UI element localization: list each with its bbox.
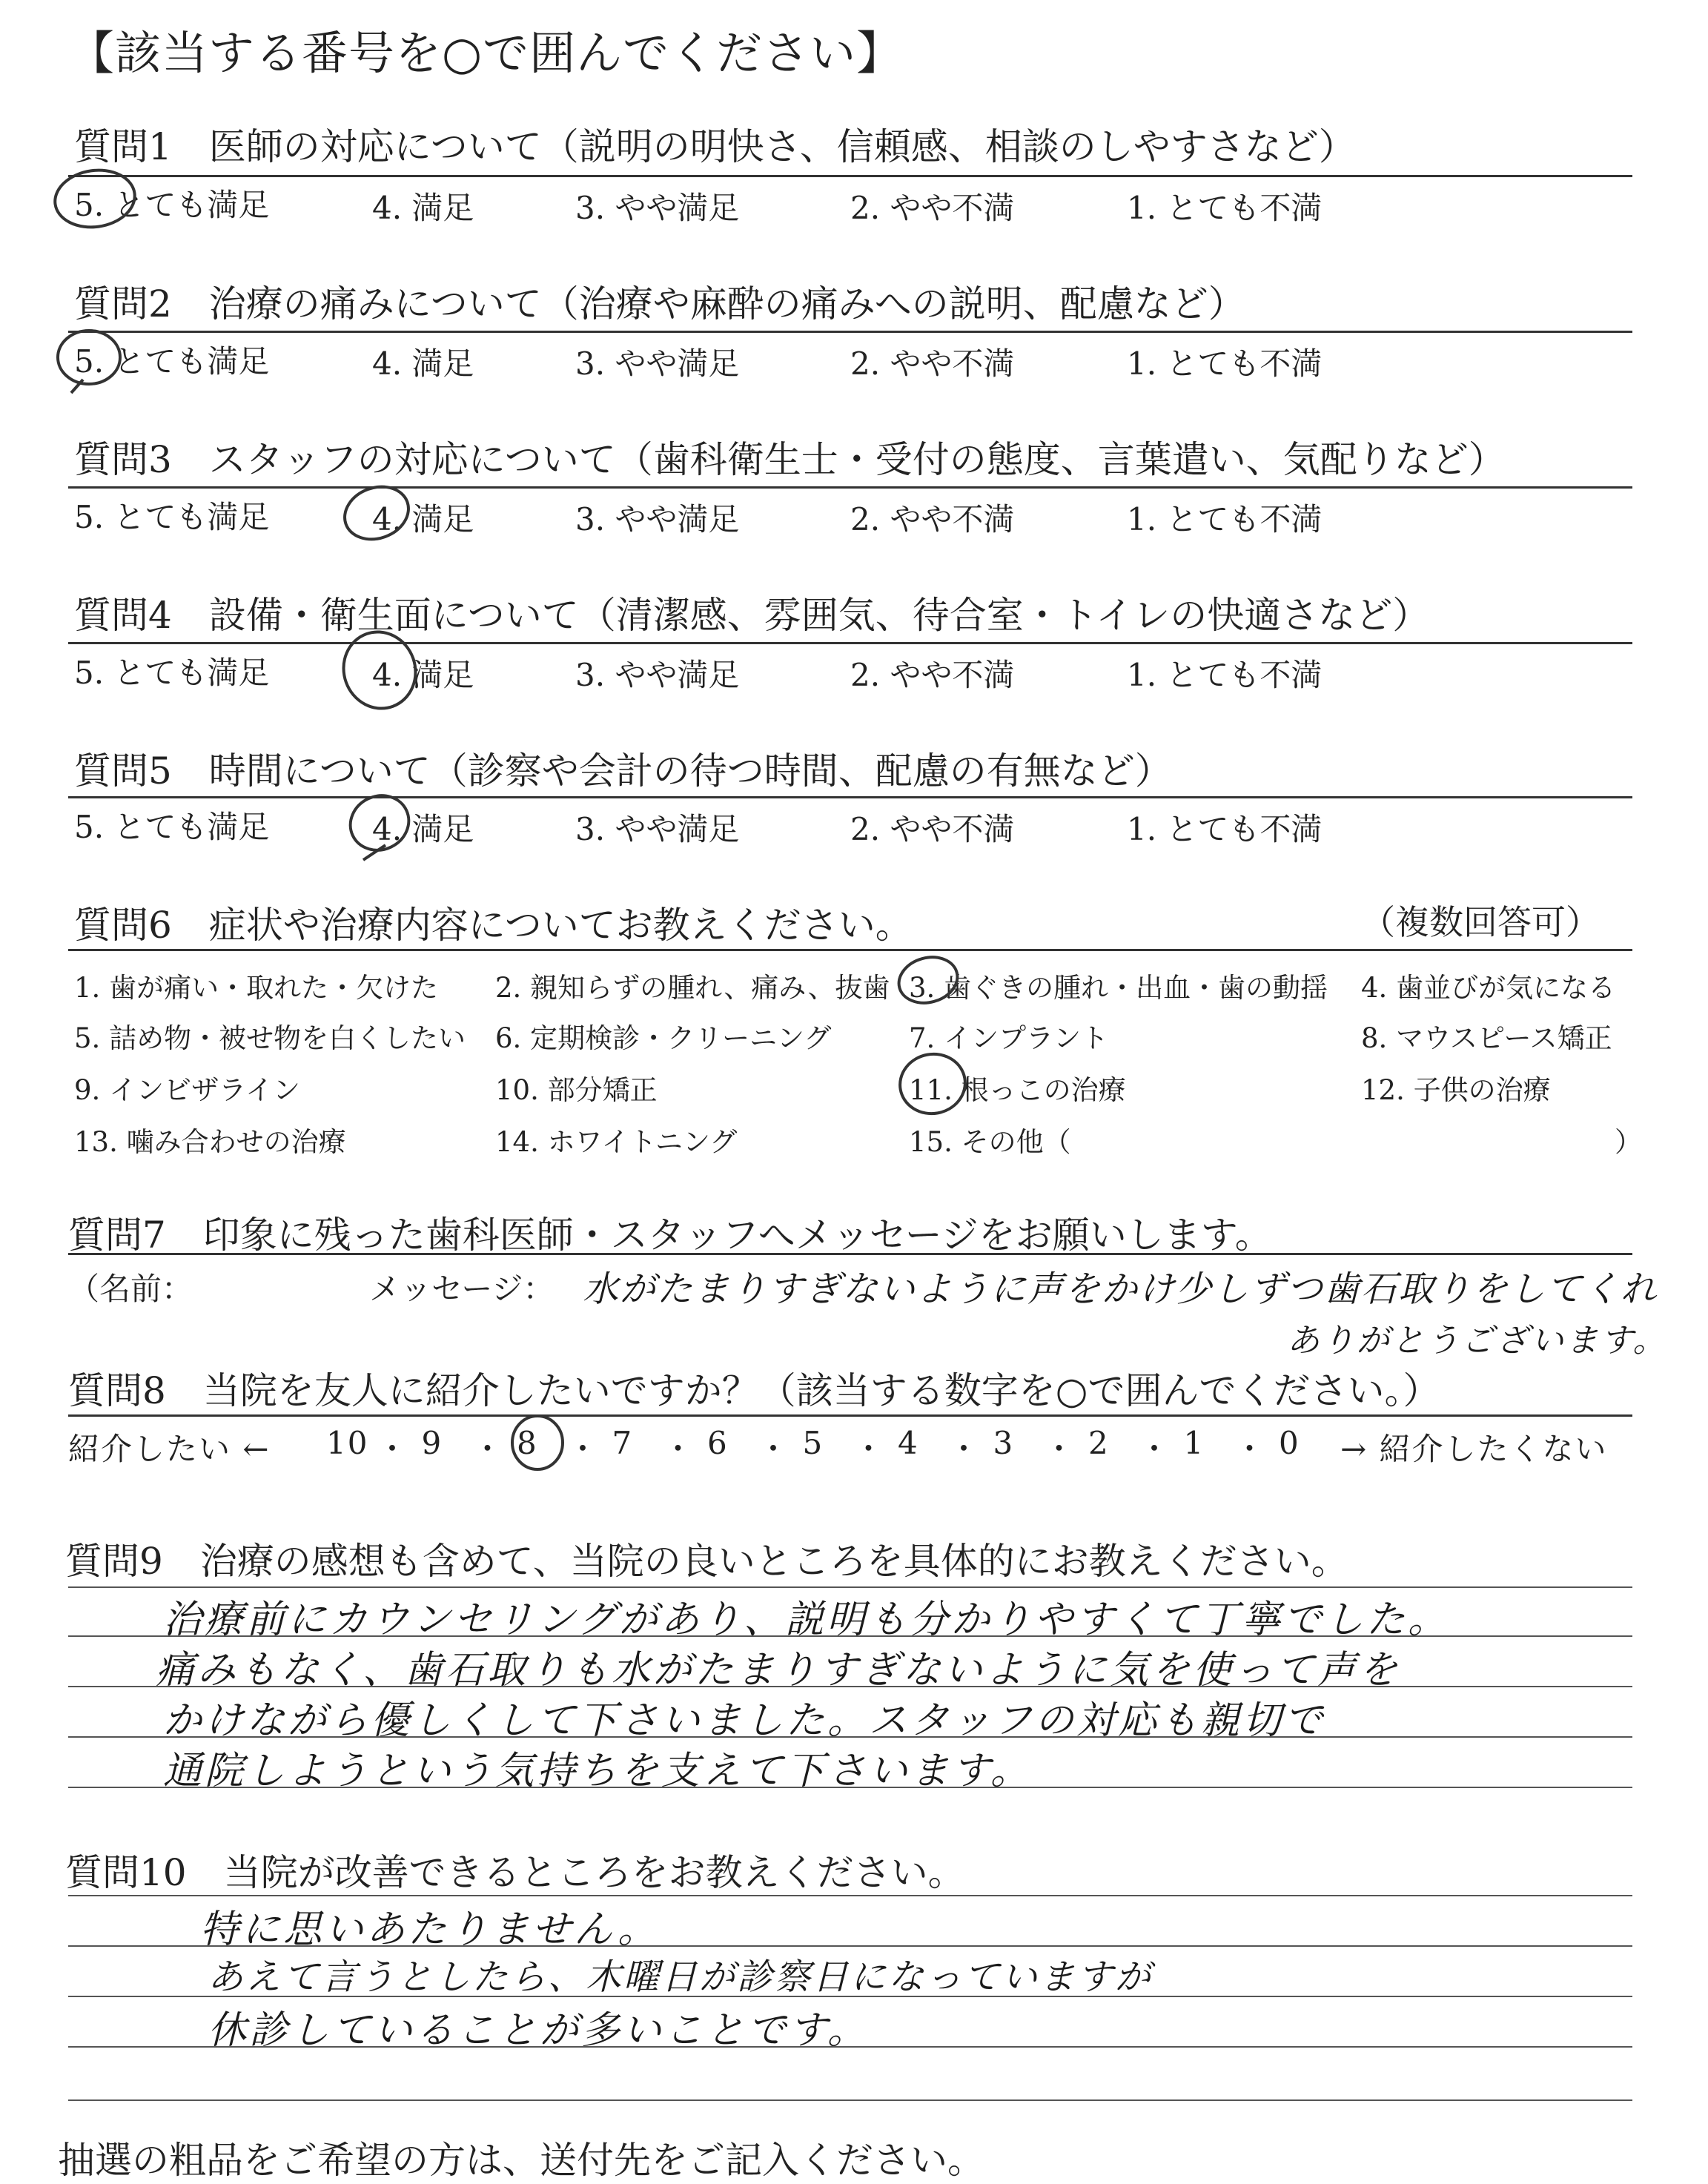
- q5-option-4[interactable]: 4. 満足: [372, 811, 474, 847]
- q8-scale-3[interactable]: 3: [993, 1425, 1015, 1461]
- q6-option-3[interactable]: 3. 歯ぐきの腫れ・出血・歯の動揺: [909, 972, 1328, 1004]
- q2-option-5[interactable]: 5. とても満足: [74, 343, 270, 380]
- q6-option-8[interactable]: 8. マウスピース矯正: [1361, 1022, 1612, 1054]
- q9-line-4[interactable]: 通院しようという気持ちを支えて下さいます。: [163, 1749, 1032, 1793]
- q9-rule-4: [68, 1787, 1632, 1788]
- q6-option-13[interactable]: 13. 噛み合わせの治療: [74, 1126, 346, 1158]
- q10-line-2[interactable]: あえて言うとしたら、木曜日が診察日になっていますが: [208, 1956, 1153, 1998]
- q6-option-10[interactable]: 10. 部分矯正: [495, 1074, 658, 1106]
- q3-option-4[interactable]: 4. 満足: [372, 501, 474, 537]
- q3-option-2[interactable]: 2. やや不満: [850, 501, 1015, 537]
- q6-rule: [68, 949, 1632, 951]
- q9-line-3[interactable]: かけながら優しくして下さいました。スタッフの対応も親切で: [163, 1698, 1326, 1743]
- q3-option-1[interactable]: 1. とても不満: [1127, 501, 1323, 537]
- q4-option-3[interactable]: 3. やや満足: [575, 657, 740, 693]
- q8-title: 質問8 当院を友人に紹介したいですか？（該当する数字を○で囲んでください。）: [68, 1369, 1440, 1412]
- footer-note: 抽選の粗品をご希望の方は、送付先をご記入ください。: [58, 2139, 984, 2182]
- q2-option-1[interactable]: 1. とても不満: [1127, 345, 1323, 382]
- q1-option-2[interactable]: 2. やや不満: [850, 190, 1015, 226]
- q7-rule: [68, 1253, 1632, 1255]
- q10-rule-3: [68, 2046, 1632, 2048]
- q10-rule-4: [68, 2099, 1632, 2101]
- q6-option-9[interactable]: 9. インビザライン: [74, 1074, 300, 1106]
- q3-option-5[interactable]: 5. とても満足: [74, 499, 270, 535]
- q9-rule-2: [68, 1686, 1632, 1687]
- q5-title: 質問5 時間について（診察や会計の待つ時間、配慮の有無など）: [74, 749, 1172, 792]
- q8-scale-separator: ・: [567, 1431, 600, 1467]
- q8-rule: [68, 1414, 1632, 1417]
- q6-option-7[interactable]: 7. インプラント: [909, 1022, 1109, 1054]
- q3-option-3[interactable]: 3. やや満足: [575, 501, 740, 537]
- q2-option-3[interactable]: 3. やや満足: [575, 345, 740, 382]
- q7-name-label: （名前：: [68, 1271, 193, 1307]
- page-title: 【該当する番号を○で囲んでください】: [68, 26, 904, 80]
- q5-option-2[interactable]: 2. やや不満: [850, 811, 1015, 847]
- q5-option-3[interactable]: 3. やや満足: [575, 811, 740, 847]
- q8-scale-separator: ・: [377, 1431, 410, 1467]
- q6-option-2[interactable]: 2. 親知らずの腫れ、痛み、抜歯: [495, 972, 890, 1004]
- q1-title: 質問1 医師の対応について（説明の明快さ、信頼感、相談のしやすさなど）: [74, 125, 1356, 168]
- q8-scale-8[interactable]: 8: [517, 1425, 538, 1461]
- q6-note: （複数回答可）: [1361, 902, 1600, 942]
- q8-scale-separator: ・: [853, 1431, 886, 1467]
- q8-scale-1[interactable]: 1: [1183, 1425, 1205, 1461]
- q6-option-15[interactable]: 15. その他（: [909, 1126, 1071, 1158]
- q10-rule-2: [68, 1996, 1632, 1997]
- q1-option-3[interactable]: 3. やや満足: [575, 190, 740, 226]
- q9-line-1[interactable]: 治療前にカウンセリングがあり、説明も分かりやすくて丁寧でした。: [163, 1598, 1449, 1642]
- q7-message-line2[interactable]: ありがとうございます。: [1287, 1322, 1668, 1360]
- q8-scale-9[interactable]: 9: [421, 1425, 443, 1461]
- q5-option-1[interactable]: 1. とても不満: [1127, 811, 1323, 847]
- q9-line-2[interactable]: 痛みもなく、歯石取りも水がたまりすぎないように気を使って声を: [156, 1648, 1400, 1692]
- q5-option-5[interactable]: 5. とても満足: [74, 809, 270, 845]
- q2-option-2[interactable]: 2. やや不満: [850, 345, 1015, 382]
- q6-option-4[interactable]: 4. 歯並びが気になる: [1361, 972, 1616, 1004]
- q10-line-3[interactable]: 休診していることが多いことです。: [208, 2008, 869, 2053]
- q8-scale-4[interactable]: 4: [898, 1425, 919, 1461]
- q10-title: 質問10 当院が改善できるところをお教えください。: [65, 1851, 965, 1894]
- q10-line-1[interactable]: 特に思いあたりません。: [200, 1907, 660, 1952]
- q8-scale-5[interactable]: 5: [802, 1425, 824, 1461]
- q8-left-label: 紹介したい ←: [68, 1431, 271, 1467]
- q6-option-11[interactable]: 11. 根っこの治療: [909, 1074, 1126, 1106]
- q8-scale-separator: ・: [1234, 1431, 1267, 1467]
- q8-scale-separator: ・: [948, 1431, 982, 1467]
- q9-title: 質問9 治療の感想も含めて、当院の良いところを具体的にお教えください。: [65, 1540, 1348, 1583]
- q1-option-4[interactable]: 4. 満足: [372, 190, 474, 226]
- q4-option-5[interactable]: 5. とても満足: [74, 655, 270, 691]
- q7-message-label: メッセージ：: [369, 1271, 555, 1307]
- q9-rule-1: [68, 1635, 1632, 1637]
- q4-title: 質問4 設備・衛生面について（清潔感、雰囲気、待合室・トイレの快適さなど）: [74, 594, 1430, 637]
- q4-option-2[interactable]: 2. やや不満: [850, 657, 1015, 693]
- q7-title: 質問7 印象に残った歯科医師・スタッフへメッセージをお願いします。: [68, 1214, 1272, 1257]
- q1-option-1[interactable]: 1. とても不満: [1127, 190, 1323, 226]
- q6-option-6[interactable]: 6. 定期検診・クリーニング: [495, 1022, 832, 1054]
- q6-other-close: ）: [1615, 1126, 1642, 1158]
- q8-scale-separator: ・: [1139, 1431, 1172, 1467]
- q10-rule-0: [68, 1895, 1632, 1896]
- q4-option-1[interactable]: 1. とても不満: [1127, 657, 1323, 693]
- q8-scale-10[interactable]: 10: [326, 1425, 369, 1461]
- q6-option-12[interactable]: 12. 子供の治療: [1361, 1074, 1551, 1106]
- q2-rule: [68, 331, 1632, 333]
- q4-rule: [68, 642, 1632, 644]
- q1-rule: [68, 175, 1632, 177]
- q1-option-5[interactable]: 5. とても満足: [74, 187, 270, 223]
- q2-option-4[interactable]: 4. 満足: [372, 345, 474, 382]
- q6-option-5[interactable]: 5. 詰め物・被せ物を白くしたい: [74, 1022, 466, 1054]
- q6-option-1[interactable]: 1. 歯が痛い・取れた・欠けた: [74, 972, 439, 1004]
- q8-scale-separator: ・: [471, 1431, 505, 1467]
- q6-option-14[interactable]: 14. ホワイトニング: [495, 1126, 738, 1158]
- q10-rule-1: [68, 1945, 1632, 1947]
- q8-scale-separator: ・: [662, 1431, 695, 1467]
- q7-message-line1[interactable]: 水がたまりすぎないように声をかけ少しずつ歯石取りをしてくれ: [583, 1268, 1658, 1310]
- q8-scale-7[interactable]: 7: [612, 1425, 634, 1461]
- q6-title: 質問6 症状や治療内容についてお教えください。: [74, 904, 913, 947]
- q2-title: 質問2 治療の痛みについて（治療や麻酔の痛みへの説明、配慮など）: [74, 282, 1245, 325]
- q8-scale-separator: ・: [758, 1431, 791, 1467]
- q5-rule: [68, 796, 1632, 798]
- q8-scale-2[interactable]: 2: [1088, 1425, 1110, 1461]
- q4-option-4[interactable]: 4. 満足: [372, 657, 474, 693]
- q8-scale-6[interactable]: 6: [707, 1425, 729, 1461]
- q3-rule: [68, 486, 1632, 489]
- q3-title: 質問3 スタッフの対応について（歯科衛生士・受付の態度、言葉遣い、気配りなど）: [74, 438, 1506, 481]
- q8-scale-0[interactable]: 0: [1279, 1425, 1300, 1461]
- q9-rule-3: [68, 1736, 1632, 1738]
- q8-right-label: → 紹介したくない: [1340, 1431, 1608, 1467]
- q8-scale-separator: ・: [1043, 1431, 1076, 1467]
